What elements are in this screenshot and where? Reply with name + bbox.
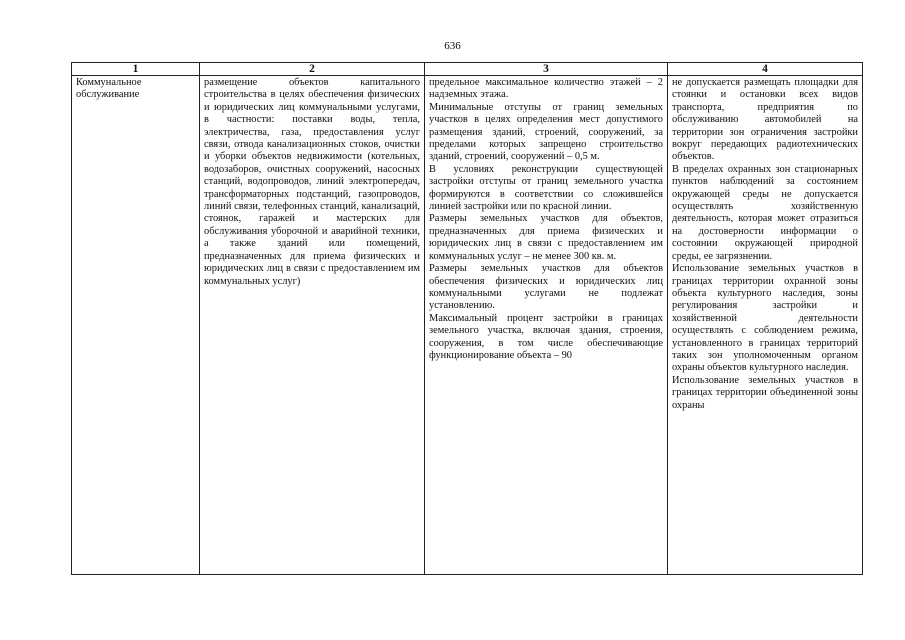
parameter-paragraph: В условиях реконструкции существующей застройки отступы от границ земельного участка формируются в соответствии со сложившейся линией застройки или по красной линии. <box>429 163 663 213</box>
parameter-paragraph: Максимальный процент застройки в границах земельного участка, включая здания, строения, сооружения, в том числе обеспечивающие функционирование объекта – 90 <box>429 312 663 361</box>
parameter-paragraph: предельное максимальное количество этажей – 2 надземных этажа. <box>429 77 663 101</box>
parameter-paragraph: Минимальные отступы от границ земельных участков в целях определения мест допустимого размещения зданий, строений, сооружений, за пределами которых запрещено строительство зданий, строений, сооружений – 0,5 м. <box>429 101 663 163</box>
restriction-paragraph: В пределах охранных зон стационарных пунктов наблюдений за состоянием окружающей среды не допускается осуществлять хозяйственную деятельность, которая может отразиться на достоверности информации о состоянии окружающей природной среды, ее загрязнении. <box>672 163 858 262</box>
restriction-paragraph: Использование земельных участков в границах территории объединенной зоны охраны <box>672 374 858 411</box>
table-row <box>72 76 863 575</box>
column-header-2: 2 <box>200 63 425 76</box>
restrictions-cell <box>668 76 863 575</box>
page-number: 636 <box>444 40 461 52</box>
land-use-type: Коммунальное обслуживание <box>76 77 142 101</box>
column-header-4: 4 <box>668 63 863 76</box>
restriction-paragraph: не допускается размещать площадки для стоянки и остановки всех видов транспорта, предприятия по обслуживанию автомобилей на территории зон ограничения застройки вокруг передающих радиотехнических объектов. <box>672 77 858 163</box>
column-header-3: 3 <box>425 63 668 76</box>
parameter-paragraph: Размеры земельных участков для объектов, предназначенных для приема физических и юридических лиц в связи с предоставлением им коммунальных услуг – не менее 300 кв. м. <box>429 213 663 262</box>
land-use-type-cell <box>72 76 200 575</box>
use-description-cell <box>200 76 425 575</box>
column-header-1: 1 <box>72 63 200 76</box>
use-description-text: размещение объектов капитального строительства в целях обеспечения физических и юридических лиц коммунальными услугами, в частности: поставки воды, тепла, электричества, газа, предоставления услуг связи, отвода канализационных стоков, очистки и уборки объектов недвижимости (котельных, водозаборов, очистных сооружений, насосных станций, водопроводов, линий электропередач, трансформаторных подстанций, газопроводов, линий связи, телефонных станций, канализаций, стоянок, гаражей и мастерских для обслуживания уборочной и аварийной техники, а также зданий или помещений, предназначенных для приема физических и юридических лиц в связи с предоставлением им коммунальных услуг) <box>204 77 420 287</box>
parameter-paragraph: Размеры земельных участков для объектов обеспечения физических и юридических лиц коммунальными услугами не подлежат установлению. <box>429 263 663 312</box>
restriction-paragraph: Использование земельных участков в границах территории охранной зоны объекта культурного наследия, зоны регулирования застройки и хозяйственной деятельности осуществлять с соблюдением режима, установленного в границах территорий таких зон уполномоченным органом охраны объектов культурного наследия. <box>672 263 858 374</box>
zoning-table <box>71 62 863 575</box>
parameters-cell <box>425 76 668 575</box>
header-row <box>72 63 863 76</box>
